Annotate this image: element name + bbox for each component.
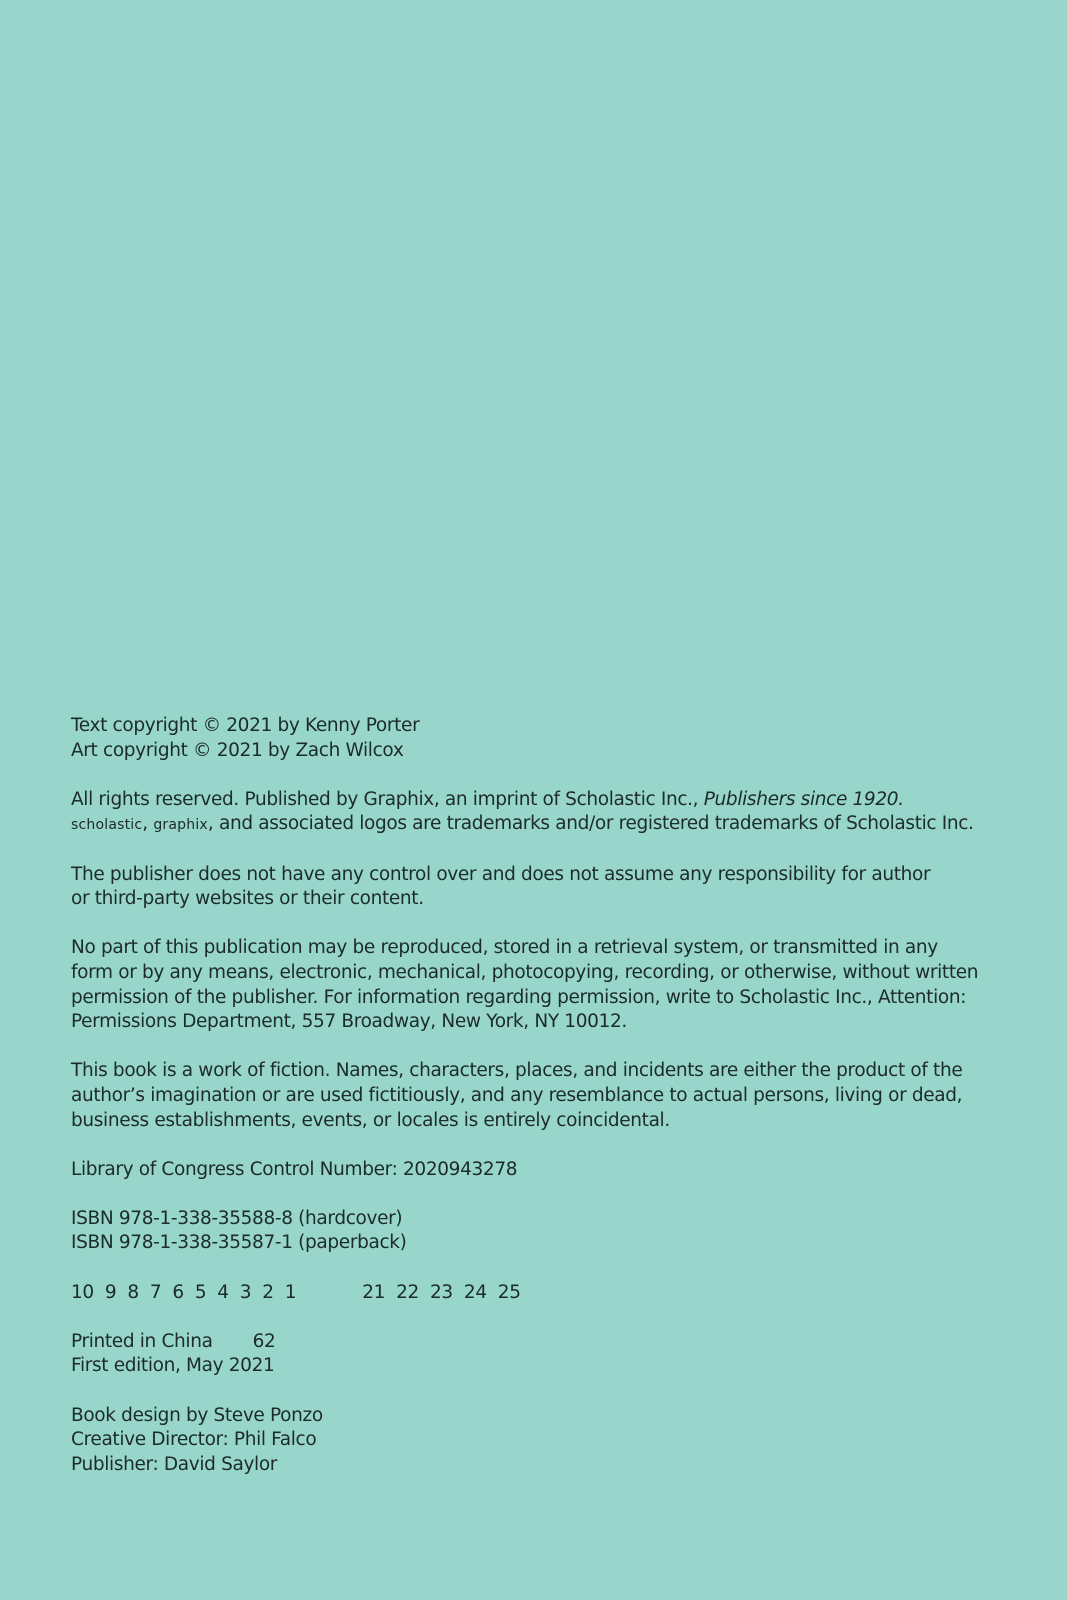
- publishers-since: Publishers since 1920.: [703, 788, 904, 810]
- impression-block: [71, 1281, 1031, 1306]
- printing-block: [71, 1330, 1031, 1379]
- trademark-scholastic: scholastic: [71, 817, 143, 834]
- printer-code: 62: [252, 1330, 276, 1352]
- book-design: Book design by Steve Ponzo: [71, 1404, 323, 1426]
- fiction-line: This book is a work of fiction. Names, characters, places, and incidents are either the product of the: [71, 1060, 963, 1082]
- text-copyright: Text copyright © 2021 by Kenny Porter: [71, 715, 420, 736]
- staff-block: [71, 1404, 1031, 1478]
- lccn: Library of Congress Control Number: 2020943278: [71, 1158, 518, 1180]
- reproduction-line: permission of the publisher. For information regarding permission, write to Scholastic Inc., Attention:: [71, 986, 967, 1008]
- disclaimer-line: The publisher does not have any control over and does not assume any responsibility for author: [71, 863, 931, 885]
- fiction-line: business establishments, events, or locales is entirely coincidental.: [71, 1109, 670, 1131]
- trademark-line: [71, 812, 1031, 838]
- trademark-separator: ,: [142, 813, 154, 835]
- copyright-page: [71, 714, 1031, 1502]
- reproduction-line: No part of this publication may be reproduced, stored in a retrieval system, or transmitted in any: [71, 937, 938, 959]
- reproduction-line: form or by any means, electronic, mechanical, photocopying, recording, or otherwise, without written: [71, 961, 979, 983]
- fiction-line: author’s imagination or are used fictitiously, and any resemblance to actual persons, living or dead,: [71, 1084, 963, 1106]
- rights-line: [71, 788, 1031, 813]
- rights-notice: [71, 788, 1031, 838]
- year-codes: 21 22 23 24 25: [362, 1281, 521, 1303]
- copyright-credits: [71, 714, 1031, 763]
- fiction-notice: [71, 1059, 1031, 1133]
- edition: First edition, May 2021: [71, 1355, 275, 1377]
- lccn-block: [71, 1158, 1031, 1183]
- printing-numbers: 10 9 8 7 6 5 4 3 2 1: [71, 1281, 297, 1303]
- publisher-credit: Publisher: David Saylor: [71, 1453, 278, 1475]
- isbn-block: [71, 1207, 1031, 1256]
- reproduction-notice: [71, 936, 1031, 1034]
- isbn-paperback: ISBN 978-1-338-35587-1 (paperback): [71, 1232, 407, 1254]
- printed-line: [71, 1330, 1031, 1355]
- rights-text: All rights reserved. Published by Graphix, an imprint of Scholastic Inc.,: [71, 788, 704, 810]
- creative-director: Creative Director: Phil Falco: [71, 1429, 317, 1451]
- art-copyright: Art copyright © 2021 by Zach Wilcox: [71, 739, 404, 761]
- trademark-graphix: graphix: [153, 817, 208, 834]
- trademark-text: , and associated logos are trademarks and/or registered trademarks of Scholastic Inc.: [207, 813, 974, 835]
- disclaimer-line: or third-party websites or their content.: [71, 888, 424, 910]
- impression-line: [71, 1281, 1031, 1306]
- publisher-disclaimer: [71, 863, 1031, 912]
- printed-in: Printed in China: [71, 1330, 213, 1352]
- isbn-hardcover: ISBN 978-1-338-35588-8 (hardcover): [71, 1207, 403, 1229]
- reproduction-line: Permissions Department, 557 Broadway, New York, NY 10012.: [71, 1011, 627, 1033]
